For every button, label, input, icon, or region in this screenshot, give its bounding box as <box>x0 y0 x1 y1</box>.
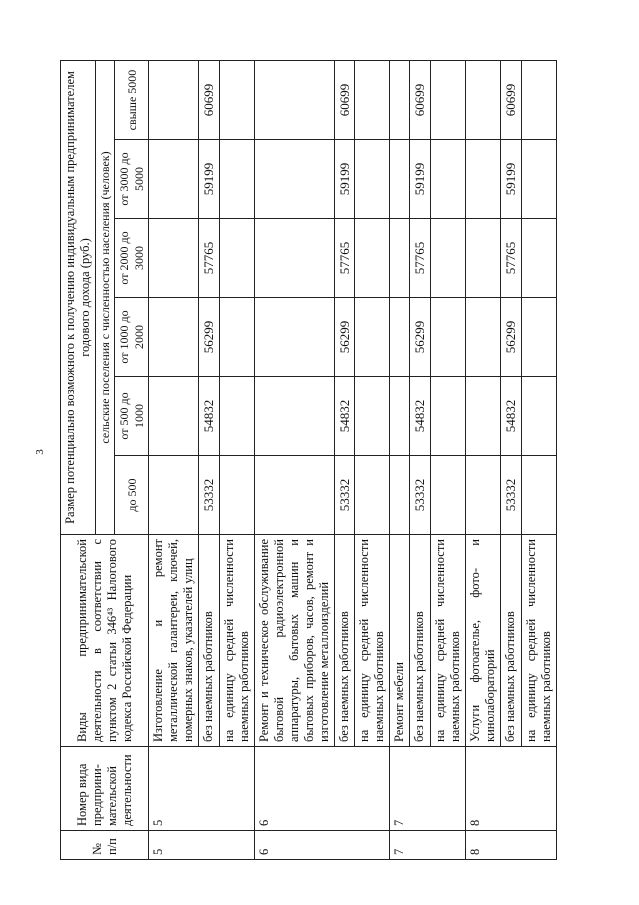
header-range: от 2000 до 3000 <box>115 219 149 298</box>
income-value: 57765 <box>500 219 521 298</box>
header-activity-kind: Виды предпринимательской деятельности в соответствии с пунктом 2 статьи 346⁴³ Налогового кодекса Российской Федерации <box>61 535 149 747</box>
income-value: 60699 <box>410 61 431 140</box>
table-row <box>254 61 334 860</box>
sub-label: без наемных работников <box>410 535 431 747</box>
empty-cell <box>390 456 410 535</box>
income-value: 60699 <box>199 61 220 140</box>
activity-title: Ремонт мебели <box>390 535 410 747</box>
sub-label: на единицу средней численности наемных работников <box>430 535 465 747</box>
income-value <box>430 298 465 377</box>
income-value <box>219 298 254 377</box>
row-number: 7 <box>390 831 466 860</box>
empty-cell <box>390 140 410 219</box>
income-value: 53332 <box>500 456 521 535</box>
header-range: свыше 5000 <box>115 61 149 140</box>
empty-cell <box>149 140 199 219</box>
empty-cell <box>390 61 410 140</box>
header-range: от 500 до 1000 <box>115 377 149 456</box>
empty-cell <box>254 61 334 140</box>
income-value <box>355 61 390 140</box>
sub-label: на единицу средней численности наемных работников <box>219 535 254 747</box>
income-value <box>521 140 556 219</box>
income-value <box>219 140 254 219</box>
income-value <box>219 377 254 456</box>
header-rural: сельские поселения с численностью населения (человек) <box>96 61 115 535</box>
sub-label: на единицу средней численности наемных работников <box>521 535 556 747</box>
income-value: 57765 <box>199 219 220 298</box>
empty-cell <box>254 377 334 456</box>
header-range: от 1000 до 2000 <box>115 298 149 377</box>
income-value <box>430 456 465 535</box>
income-value: 59199 <box>500 140 521 219</box>
income-value: 53332 <box>410 456 431 535</box>
sub-label: без наемных работников <box>334 535 355 747</box>
income-value <box>430 140 465 219</box>
rotated-document <box>60 60 605 860</box>
income-value <box>219 61 254 140</box>
income-value <box>355 219 390 298</box>
activity-number: 8 <box>465 747 556 831</box>
row-number: 5 <box>149 831 255 860</box>
empty-cell <box>390 377 410 456</box>
income-value: 54832 <box>334 377 355 456</box>
table-row <box>521 61 556 860</box>
income-value <box>430 377 465 456</box>
income-value <box>521 219 556 298</box>
empty-cell <box>465 140 500 219</box>
income-value: 56299 <box>334 298 355 377</box>
empty-cell <box>465 219 500 298</box>
table-row <box>430 61 465 860</box>
header-range: до 500 <box>115 456 149 535</box>
table-row <box>500 61 521 860</box>
income-value: 56299 <box>500 298 521 377</box>
empty-cell <box>149 219 199 298</box>
empty-cell <box>254 219 334 298</box>
page-number: 3 <box>33 449 46 455</box>
empty-cell <box>149 456 199 535</box>
income-value: 60699 <box>334 61 355 140</box>
income-value: 59199 <box>199 140 220 219</box>
empty-cell <box>149 377 199 456</box>
empty-cell <box>465 298 500 377</box>
income-value <box>355 456 390 535</box>
income-value <box>521 61 556 140</box>
income-value: 57765 <box>410 219 431 298</box>
activity-title: Ремонт и техническое обслуживание бытовой радиоэлектронной аппаратуры, бытовых машин и бытовых приборов, часов, ремонт и изготовление металлоизделий <box>254 535 334 747</box>
empty-cell <box>390 298 410 377</box>
empty-cell <box>465 61 500 140</box>
income-value <box>521 298 556 377</box>
income-value: 56299 <box>199 298 220 377</box>
row-number: 6 <box>254 831 390 860</box>
income-value <box>219 219 254 298</box>
header-income-size: Размер потенциально возможного к получению индивидуальным предпринимателем годового дохода (руб.) <box>61 61 96 535</box>
income-value: 54832 <box>199 377 220 456</box>
income-value: 57765 <box>334 219 355 298</box>
income-value: 54832 <box>500 377 521 456</box>
header-range: от 3000 до 5000 <box>115 140 149 219</box>
empty-cell <box>465 456 500 535</box>
income-value <box>521 456 556 535</box>
table-row <box>199 61 220 860</box>
table-row <box>149 61 199 860</box>
table-row <box>355 61 390 860</box>
income-value <box>521 377 556 456</box>
income-value: 60699 <box>500 61 521 140</box>
table-body <box>149 61 556 860</box>
income-value <box>219 456 254 535</box>
income-value <box>355 377 390 456</box>
income-value: 56299 <box>410 298 431 377</box>
sub-label: без наемных работников <box>500 535 521 747</box>
row-number: 8 <box>465 831 556 860</box>
empty-cell <box>254 140 334 219</box>
empty-cell <box>465 377 500 456</box>
income-value <box>430 219 465 298</box>
income-value <box>430 61 465 140</box>
empty-cell <box>390 219 410 298</box>
table-row <box>410 61 431 860</box>
table-row <box>334 61 355 860</box>
empty-cell <box>149 61 199 140</box>
activity-number: 6 <box>254 747 390 831</box>
activity-number: 7 <box>390 747 466 831</box>
sub-label: на единицу средней численности наемных работников <box>355 535 390 747</box>
activity-number: 5 <box>149 747 255 831</box>
empty-cell <box>149 298 199 377</box>
income-value: 53332 <box>199 456 220 535</box>
income-value: 53332 <box>334 456 355 535</box>
header-no: № п/п <box>61 831 149 860</box>
sub-label: без наемных работников <box>199 535 220 747</box>
income-value: 59199 <box>334 140 355 219</box>
table-row <box>390 61 410 860</box>
activity-title: Услуги фотоателье, фото- и кинолабораторий <box>465 535 500 747</box>
activity-title: Изготовление и ремонт металлической галантереи, ключей, номерных знаков, указателей улиц <box>149 535 199 747</box>
header-activity-number: Номер вида предприни-мательской деятельности <box>61 747 149 831</box>
income-value <box>355 140 390 219</box>
income-value <box>355 298 390 377</box>
empty-cell <box>254 298 334 377</box>
table-row <box>465 61 500 860</box>
table-row <box>219 61 254 860</box>
income-value: 54832 <box>410 377 431 456</box>
empty-cell <box>254 456 334 535</box>
income-table <box>60 60 557 860</box>
income-value: 59199 <box>410 140 431 219</box>
